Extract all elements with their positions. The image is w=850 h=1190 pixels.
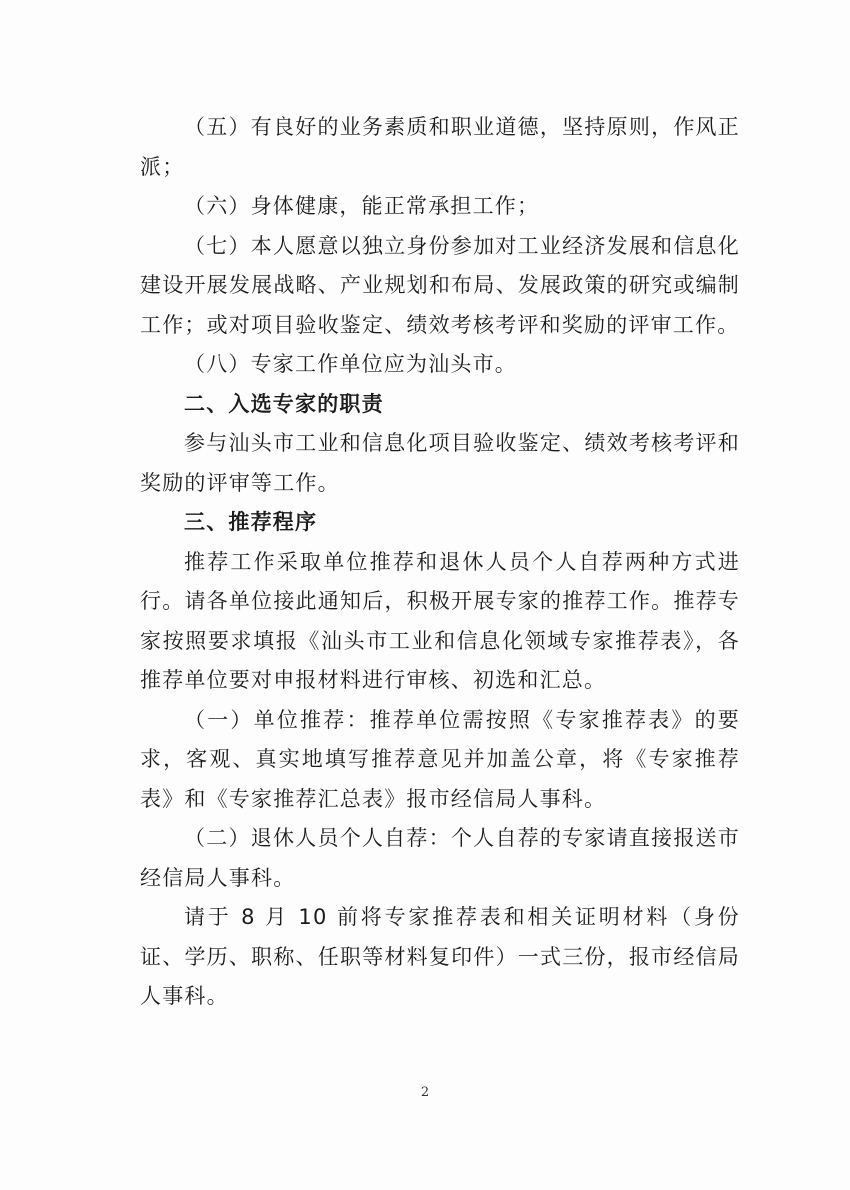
paragraph-deadline: 请于 8 月 10 前将专家推荐表和相关证明材料（身份证、学历、职称、任职等材料复印件）一式三份，报市经信局人事科。 — [140, 905, 740, 1008]
paragraph-unit-recommendation: （一）单位推荐：推荐单位需按照《专家推荐表》的要求，客观、真实地填写推荐意见并加盖公章，将《专家推荐表》和《专家推荐汇总表》报市经信局人事科。 — [140, 707, 740, 811]
paragraph-item-5: （五）有良好的业务素质和职业道德，坚持原则，作风正派； — [140, 115, 740, 179]
paragraph-self-recommendation: （二）退休人员个人自荐：个人自荐的专家请直接报送市经信局人事科。 — [140, 826, 740, 890]
paragraph-item-7: （七）本人愿意以独立身份参加对工业经济发展和信息化建设开展发展战略、产业规划和布局、发展政策的研究或编制工作；或对项目验收鉴定、绩效考核考评和奖励的评审工作。 — [140, 233, 740, 337]
paragraph-procedure: 推荐工作采取单位推荐和退休人员个人自荐两种方式进行。请各单位接此通知后，积极开展专家的推荐工作。推荐专家按照要求填报《汕头市工业和信息化领域专家推荐表》，各推荐单位要对申报材料进行审核、初选和汇总。 — [140, 549, 740, 692]
page-number: 2 — [420, 1085, 430, 1100]
section-heading-procedure: 三、推荐程序 — [184, 510, 318, 534]
paragraph-duties: 参与汕头市工业和信息化项目验收鉴定、绩效考核考评和奖励的评审等工作。 — [140, 431, 740, 495]
paragraph-item-8: （八）专家工作单位应为汕头市。 — [184, 352, 517, 376]
document-body — [140, 108, 740, 1017]
section-heading-duties: 二、入选专家的职责 — [184, 391, 384, 416]
paragraph-item-6: （六）身体健康，能正常承担工作； — [184, 194, 540, 218]
